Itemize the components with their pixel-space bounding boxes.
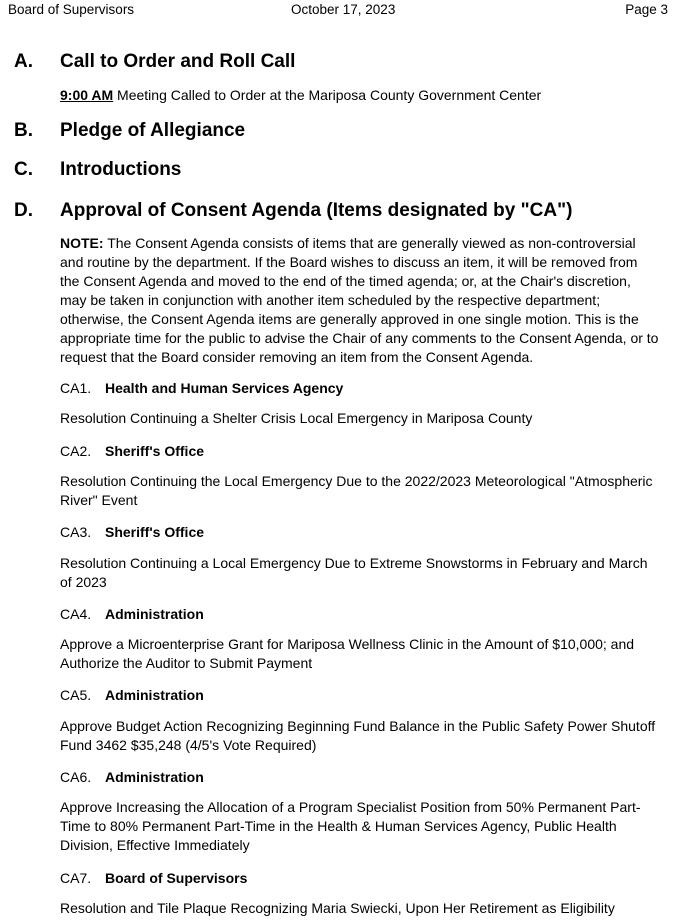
item-number: CA3. [60, 524, 92, 540]
item-department: Administration [105, 769, 204, 785]
agenda-item-header [60, 380, 343, 399]
section-letter: A. [14, 51, 33, 72]
agenda-item-description: Approve Budget Action Recognizing Beginning Fund Balance in the Public Safety Power Shutoff Fund 3462 $35,248 (4/5's Vote Required) [60, 718, 656, 753]
item-number: CA2. [60, 443, 92, 459]
agenda-item-description: Approve a Microenterprise Grant for Mariposa Wellness Clinic in the Amount of $10,000; and Authorize the Auditor to Submit Payment [60, 636, 635, 671]
section-title: Call to Order and Roll Call [60, 51, 296, 72]
item-department: Administration [105, 606, 204, 622]
section-title: Introductions [60, 159, 182, 180]
section-title: Approval of Consent Agenda (Items designated by "CA") [60, 200, 573, 221]
item-number: CA7. [60, 870, 92, 886]
item-number: CA1. [60, 380, 92, 396]
section-letter: C. [14, 159, 33, 180]
section-title: Pledge of Allegiance [60, 120, 246, 141]
note-label: NOTE: [60, 235, 104, 251]
consent-agenda-note [60, 234, 660, 367]
header-page-number: Page 3 [625, 2, 668, 17]
agenda-item-header [60, 524, 204, 543]
agenda-item-description: Resolution Continuing a Shelter Crisis Local Emergency in Mariposa County [60, 410, 533, 426]
call-to-order-line [60, 86, 660, 105]
agenda-item-header [60, 870, 247, 889]
agenda-item-header [60, 443, 204, 462]
agenda-item-description: Resolution Continuing the Local Emergency Due to the 2022/2023 Meteorological "Atmospheric River" Event [60, 473, 653, 508]
agenda-item-header [60, 687, 204, 706]
agenda-item-description: Resolution and Tile Plaque Recognizing Maria Swiecki, Upon Her Retirement as Eligibility [60, 900, 615, 916]
item-number: CA5. [60, 687, 92, 703]
page-header [8, 2, 668, 20]
call-to-order-text: Meeting Called to Order at the Mariposa County Government Center [113, 87, 542, 103]
agenda-item-description: Resolution Continuing a Local Emergency Due to Extreme Snowstorms in February and March of 2023 [60, 555, 648, 590]
item-number: CA4. [60, 606, 92, 622]
header-date: October 17, 2023 [291, 2, 396, 17]
section-letter: D. [14, 200, 33, 221]
note-text: The Consent Agenda consists of items that are generally viewed as non-controversial and routine by the department. If the Board wishes to discuss an item, it will be removed from the Consent Agenda and moved to the end of the timed agenda; or, at the Chair's discretion, may be taken in conjunction with another item scheduled by the respective department; otherwise, the Consent Agenda items are generally approved in one single motion. This is the appropriate time for the public to advise the Chair of any comments to the Consent Agenda, or to request that the Board consider removing an item from the Consent Agenda. [60, 235, 659, 365]
agenda-item-header [60, 769, 204, 788]
item-department: Health and Human Services Agency [105, 380, 344, 396]
header-organization: Board of Supervisors [8, 2, 135, 17]
agenda-item-description: Approve Increasing the Allocation of a Program Specialist Position from 50% Permanent Part-Time to 80% Permanent Part-Time in the Health & Human Services Agency, Public Health Division, Effective Immediately [60, 799, 641, 853]
item-department: Sheriff's Office [105, 524, 205, 540]
item-department: Board of Supervisors [105, 870, 248, 886]
meeting-time: 9:00 AM [60, 87, 114, 103]
item-department: Administration [105, 687, 204, 703]
item-number: CA6. [60, 769, 92, 785]
section-letter: B. [14, 120, 33, 141]
agenda-item-header [60, 606, 204, 625]
item-department: Sheriff's Office [105, 443, 205, 459]
